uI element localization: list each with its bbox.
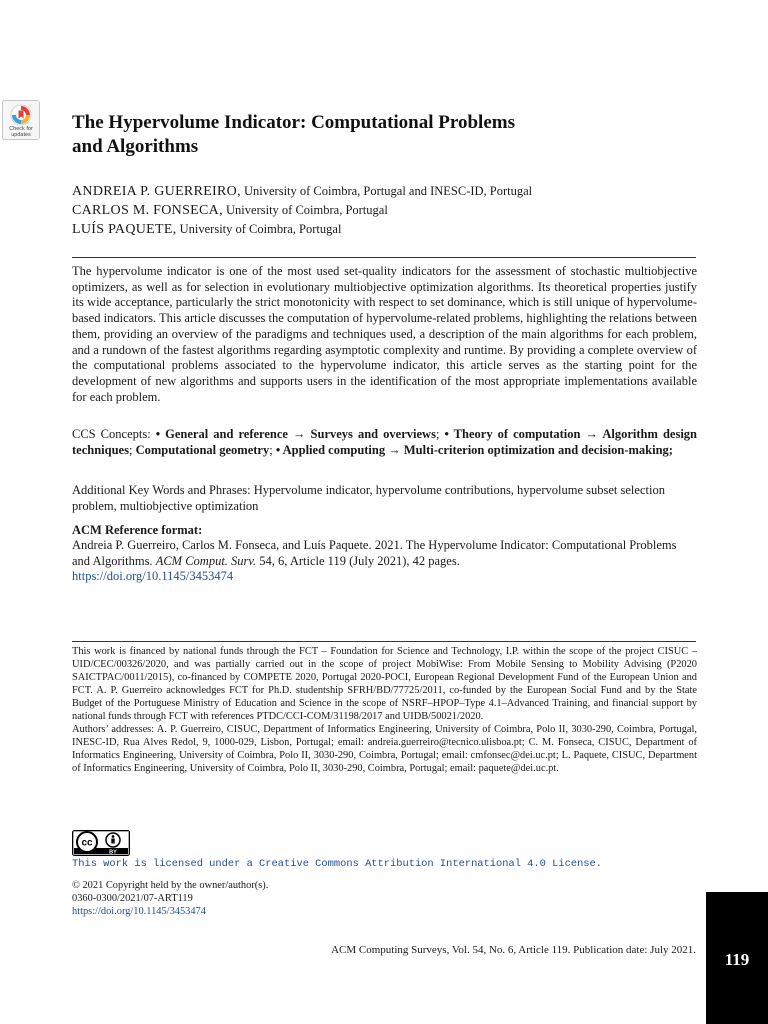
ccs-item: • General and reference → Surveys and overviews (155, 427, 436, 441)
reference-doi-link[interactable]: https://doi.org/10.1145/3453474 (72, 569, 234, 584)
divider-footnote (72, 641, 696, 642)
cc-by-icon (72, 830, 130, 856)
ccs-end: ; (668, 442, 673, 457)
author-2 (72, 201, 712, 220)
ccs-separator: ; (269, 442, 276, 457)
author-name: LUÍS PAQUETE, (72, 222, 177, 237)
page-number: 119 (724, 950, 750, 969)
issn-line: 0360-0300/2021/07-ART119 (72, 892, 193, 904)
reference-heading: ACM Reference format: (72, 523, 203, 537)
reference-journal: ACM Comput. Surv. (155, 553, 257, 568)
creative-commons-logo[interactable] (72, 830, 130, 856)
author-name: ANDREIA P. GUERREIRO, (72, 184, 241, 199)
check-for-updates-badge[interactable] (2, 100, 40, 140)
copyright-line: © 2021 Copyright held by the owner/author(s). (72, 880, 269, 891)
author-affiliation: University of Coimbra, Portugal (176, 222, 342, 236)
keywords: Additional Key Words and Phrases: Hypervolume indicator, hypervolume contributions, hypervolume subset selection problem, multiobjective optimization (72, 483, 665, 513)
reference-citation: Andreia P. Guerreiro, Carlos M. Fonseca, and Luís Paquete. 2021. The Hypervolume Indicator: Computational Problems and Algorithms. (72, 538, 677, 568)
copyright-doi-link[interactable]: https://doi.org/10.1145/3453474 (72, 905, 206, 917)
funding-note: This work is financed by national funds through the FCT – Foundation for Science and Technology, I.P. within the scope of the project CISUC – UID/CEC/00326/2020, and was partially carried out in the scope of project MobiWise: From Mobile Sensing to Mobility Advising (P2020 SAICTPAC/0011/2015), co-financed by COMPETE 2020, Portugal 2020-POCI, European Regional Development Fund of the European Union and FCT. A. P. Guerreiro acknowledges FCT for Ph.D. studentship SFRH/BD/77725/2011, co-funded by the European Social Fund and by the State Budget of the Portuguese Ministry of Education and Science in the scope of NSRF–HPOP–Type 4.1–Advanced Training, and financial support by national funds through FCT with references PTDC/CCI-COM/31198/2017 and UIDB/50021/2020. (72, 646, 697, 722)
by-logo-text: BY (109, 849, 117, 856)
cc-logo-text: cc (81, 837, 93, 849)
paper-title-line1: The Hypervolume Indicator: Computational Problems (72, 112, 515, 133)
crossmark-icon (10, 104, 32, 126)
page-number-box (706, 892, 768, 1024)
paper-title-line2: and Algorithms (72, 136, 199, 157)
reference-text (72, 538, 697, 585)
ccs-item: Computational geometry (135, 442, 270, 457)
ccs-label: CCS Concepts: (72, 427, 156, 441)
reference-volume: 54, 6, Article 119 (July 2021), 42 pages. (256, 553, 460, 568)
divider-top (72, 257, 696, 258)
author-affiliation: University of Coimbra, Portugal and INESC-ID, Portugal (240, 184, 533, 198)
ccs-item: • Applied computing → Multi-criterion optimization and decision-making (275, 442, 669, 457)
paper-title (72, 111, 692, 159)
author-affiliation: University of Coimbra, Portugal (222, 203, 388, 217)
journal-footer: ACM Computing Surveys, Vol. 54, No. 6, Article 119. Publication date: July 2021. (331, 944, 696, 956)
ccs-item: • Theory of computation → Algorithm design techniques (72, 427, 697, 457)
copyright-block (72, 880, 268, 919)
author-list (72, 182, 712, 239)
ccs-concepts (72, 427, 697, 458)
badge-text-line2: updates (11, 132, 31, 138)
author-3 (72, 220, 712, 239)
author-addresses: Authors’ addresses: A. P. Guerreiro, CISUC, Department of Informatics Engineering, University of Coimbra, Polo II, 3030-290, Coimbra, Portugal, INESC-ID, Rua Alves Redol, 9, 1000-029, Lisbon, Portugal; email: andreia.guerreiro@tecnico.ulisboa.pt; C. M. Fonseca, CISUC, Department of Informatics Engineering, University of Coimbra, Polo II, 3030-290, Coimbra, Portugal; email: cmfonsec@dei.uc.pt; L. Paquete, CISUC, Department of Informatics Engineering, University of Coimbra, Polo II, 3030-290, Coimbra, Portugal; email: paquete@dei.uc.pt. (72, 724, 697, 774)
ccs-separator: ; (435, 427, 445, 441)
abstract: The hypervolume indicator is one of the most used set-quality indicators for the assessment of stochastic multiobjective optimizers, as well as for selection in evolutionary multiobjective optimization algorithms. Its theoretical properties justify its wide acceptance, particularly the strict monotonicity with respect to set dominance, which is still unique of hypervolume-based indicators. This article discusses the computation of hypervolume-related problems, highlighting the relations between them, providing an overview of the paradigms and techniques used, a description of the main algorithms for each problem, and a rundown of the fastest algorithms regarding asymptotic complexity and runtime. By providing a complete overview of the computational problems associated to the hypervolume indicator, this article serves as the starting point for the development of new algorithms and supports users in the identification of the most appropriate implementations available for each problem. (72, 264, 697, 404)
author-1 (72, 182, 712, 201)
ccs-separator: ; (128, 442, 136, 457)
badge-text-line1: Check for (9, 126, 33, 132)
author-name: CARLOS M. FONSECA, (72, 203, 223, 218)
license-link[interactable]: This work is licensed under a Creative Commons Attribution International 4.0 License. (72, 858, 603, 870)
